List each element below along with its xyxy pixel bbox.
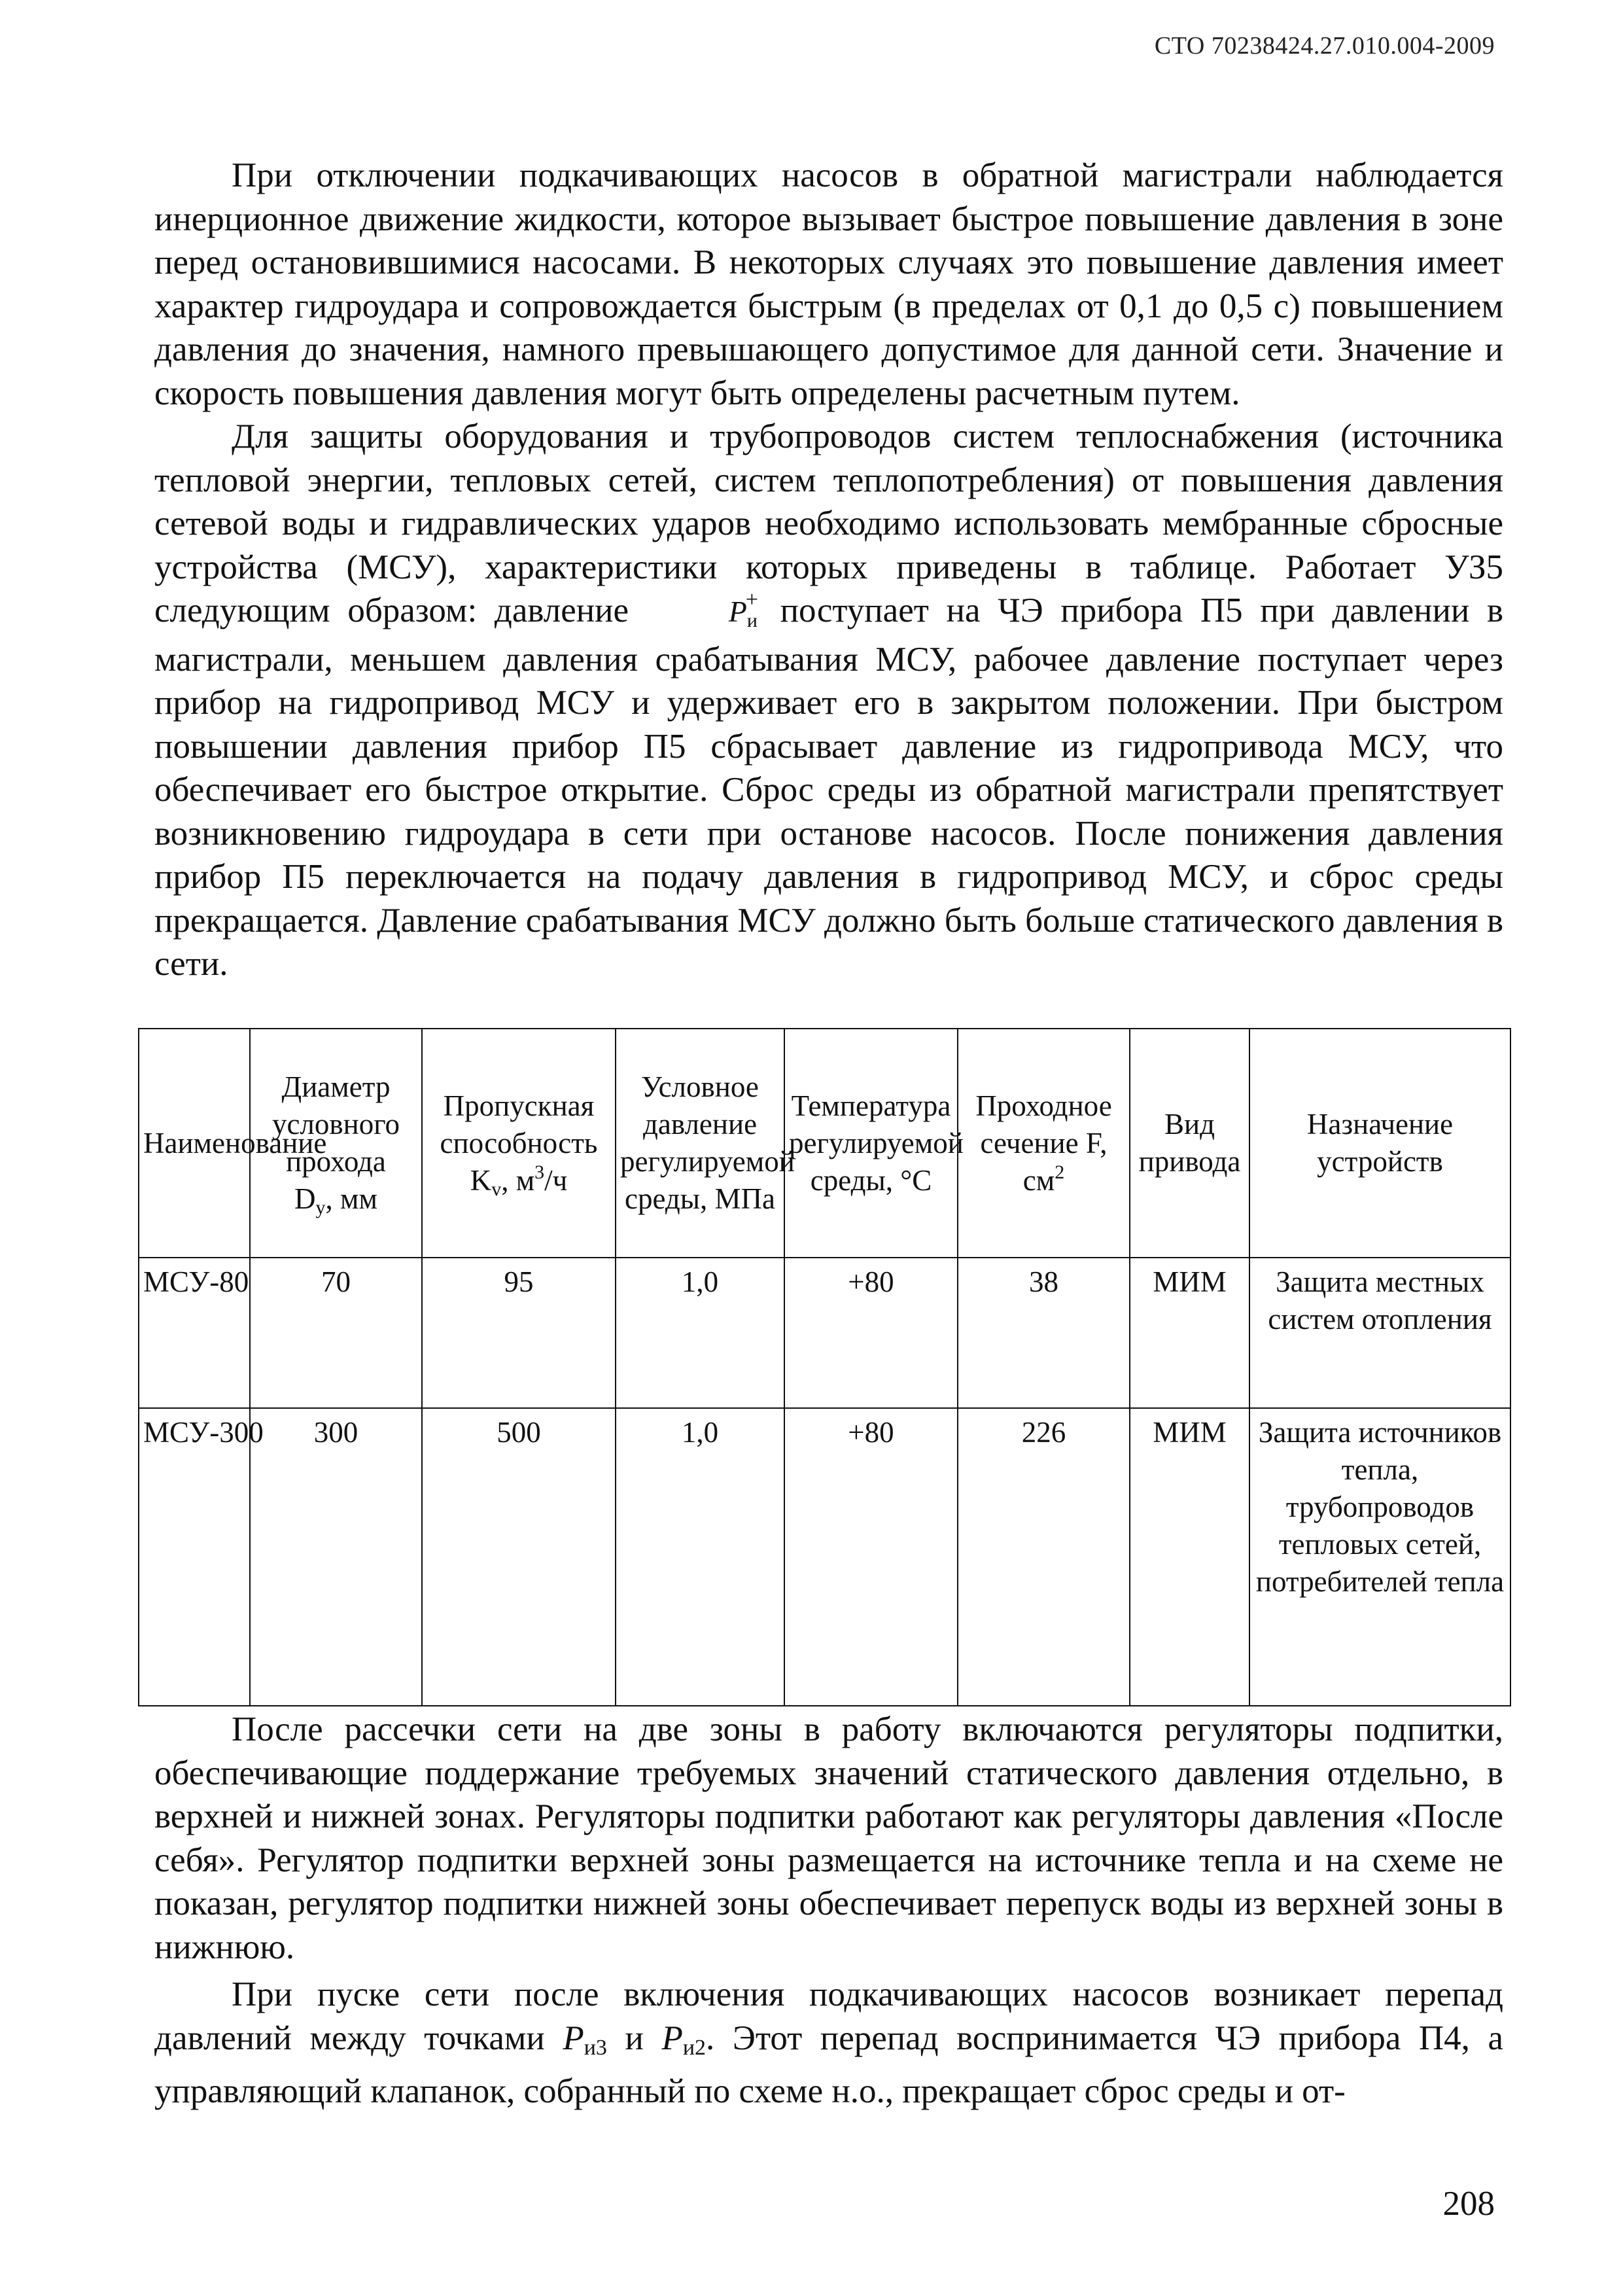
page-number: 208 bbox=[1442, 2185, 1495, 2223]
formula-base: P bbox=[728, 595, 747, 628]
header-capacity-superscript: 3 bbox=[534, 1161, 545, 1183]
header-purpose: Назначение устройств bbox=[1249, 1029, 1510, 1258]
header-drive: Вид привода bbox=[1130, 1029, 1249, 1258]
text-block-top bbox=[154, 154, 1503, 986]
paragraph-4-start: При пуске сети после включения подкачивающих насосов возникает перепад давлений между точками bbox=[154, 1975, 1503, 2057]
msu-spec-table bbox=[138, 1028, 1511, 1706]
paragraph-1: При отключении подкачивающих насосов в обратной магистрали наблюдается инерционное движение жидкости, которое вызывает быстрое повышение давления в зоне перед остановившимися насосами. В некоторых случаях это повышение давления имеет характер гидроудара и сопровождается быстрым (в пределах от 0,1 до 0,5 с) повышением давления до значения, намного превышающего допустимое для данной сети. Значение и скорость повышения давления могут быть определены расчетным путем. bbox=[154, 156, 1503, 412]
cell-capacity: 500 bbox=[422, 1408, 616, 1706]
paragraph-2 bbox=[154, 415, 1503, 986]
formula-superscript: + bbox=[745, 588, 758, 612]
point-p-i3-symbol: P bbox=[563, 2019, 584, 2057]
paragraph-4-end: . Этот перепад воспринимается ЧЭ прибора П4, а управляющий клапанок, собранный по схеме н.о., прекращает сброс среды и от- bbox=[154, 2019, 1504, 2110]
header-section-superscript: 2 bbox=[1055, 1161, 1065, 1183]
header-diameter-label: Диаметр условного прохода bbox=[271, 1070, 400, 1178]
point-p-i3-subscript: и3 bbox=[584, 2035, 607, 2060]
header-section bbox=[958, 1029, 1130, 1258]
document-code-header: СТО 70238424.27.010.004-2009 bbox=[1154, 32, 1495, 60]
cell-purpose: Защита местных систем отопления bbox=[1249, 1258, 1510, 1408]
cell-drive: МИМ bbox=[1130, 1408, 1249, 1706]
formula-subscript: и bbox=[746, 610, 758, 631]
header-section-label: Проходное сечение F, см bbox=[975, 1089, 1112, 1197]
header-diameter-unit: , мм bbox=[325, 1182, 377, 1215]
cell-capacity: 95 bbox=[422, 1258, 616, 1408]
cell-temperature: +80 bbox=[784, 1258, 958, 1408]
cell-pressure: 1,0 bbox=[616, 1408, 784, 1706]
cell-diameter: 70 bbox=[250, 1258, 422, 1408]
paragraph-4 bbox=[154, 1973, 1503, 2113]
header-diameter-symbol: D bbox=[294, 1182, 316, 1215]
table-row bbox=[139, 1258, 1510, 1408]
header-capacity-subscript: v bbox=[491, 1178, 502, 1200]
paragraph-3: После рассечки сети на две зоны в работу включаются регуляторы подпитки, обеспечивающие поддержание требуемых значений статического давления отдельно, в верхней и нижней зонах. Регуляторы подпитки работают как регуляторы давления «После себя». Регулятор подпитки верхней зоны размещается на источнике тепла и на схеме не показан, регулятор подпитки нижней зоны обеспечивает перепуск воды из верхней зоны в нижнюю. bbox=[154, 1710, 1503, 1966]
cell-section: 38 bbox=[958, 1258, 1130, 1408]
table-row bbox=[139, 1408, 1510, 1706]
point-p-i2-symbol: P bbox=[661, 2019, 683, 2057]
conjunction: и bbox=[625, 2019, 644, 2057]
cell-section: 226 bbox=[958, 1408, 1130, 1706]
header-temperature: Температура регулируемой среды, °C bbox=[784, 1029, 958, 1258]
header-capacity bbox=[422, 1029, 616, 1258]
pressure-formula bbox=[646, 590, 763, 638]
cell-temperature: +80 bbox=[784, 1408, 958, 1706]
cell-diameter: 300 bbox=[250, 1408, 422, 1706]
text-block-bottom bbox=[154, 1708, 1503, 2113]
cell-name: МСУ-80 bbox=[139, 1258, 250, 1408]
header-capacity-label: Пропускная способность bbox=[440, 1089, 598, 1159]
header-pressure: Условное давление регулируемой среды, МПа bbox=[616, 1029, 784, 1258]
point-p-i2-subscript: и2 bbox=[682, 2035, 707, 2060]
cell-purpose: Защита источников тепла, трубопроводов тепловых сетей, потребителей тепла bbox=[1249, 1408, 1510, 1706]
header-capacity-unit-end: /ч bbox=[544, 1163, 568, 1197]
header-capacity-unit: , м bbox=[501, 1163, 535, 1197]
table-header-row bbox=[139, 1029, 1510, 1258]
cell-name: МСУ-300 bbox=[139, 1408, 250, 1706]
paragraph-2-start: Для защиты оборудования и трубопроводов систем теплоснабжения (источника тепловой энергии, тепловых сетей, систем теплопотребления) от повышения давления сетевой воды и гидравлических ударов необходимо использовать мембранные сбросные устройства (МСУ), характеристики которых приведены в таблице. Работает УЗ5 следующим образом: давление bbox=[154, 417, 1503, 629]
header-diameter-subscript: у bbox=[315, 1197, 326, 1218]
paragraph-2-end: поступает на ЧЭ прибора П5 при давлении в магистрали, меньшем давления срабатывания МСУ, рабочее давление поступает через прибор на гидропривод МСУ и удерживает его в закрытом положении. При быстром повышении давления прибор П5 сбрасывает давление из гидропривода МСУ, что обеспечивает его быстрое открытие. Сброс среды из обратной магистрали препятствует возникновению гидроудара в сети при останове насосов. После понижения давления прибор П5 переключается на подачу давления в гидропривод МСУ, и сброс среды прекращается. Давление срабатывания МСУ должно быть больше статического давления в сети. bbox=[154, 592, 1504, 983]
header-capacity-symbol: K bbox=[470, 1163, 492, 1197]
cell-pressure: 1,0 bbox=[616, 1258, 784, 1408]
header-name: Наименование bbox=[139, 1029, 250, 1258]
cell-drive: МИМ bbox=[1130, 1258, 1249, 1408]
